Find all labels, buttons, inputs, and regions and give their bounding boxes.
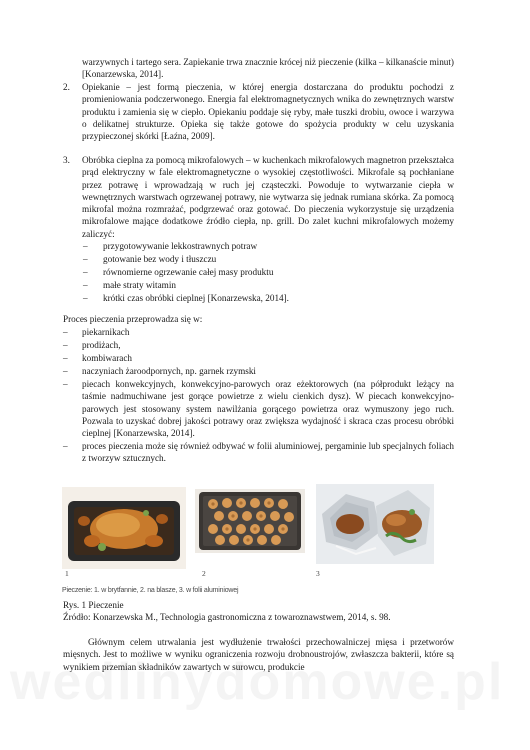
list-item: równomierne ogrzewanie całej masy produktu	[103, 267, 274, 277]
figure-label: Rys. 1 Pieczenie	[63, 600, 124, 610]
intro-continuation: warzywnych i tartego sera. Zapiekanie trwa znacznie krócej niż pieczenie (kilka – kilkanaście minut) [Konarzewska, 2014].	[82, 57, 454, 80]
photo-roasting-pan	[62, 487, 186, 569]
list-item: małe straty witamin	[103, 280, 176, 290]
dash-marker: –	[83, 280, 88, 290]
dash-marker: –	[63, 441, 68, 451]
watermark	[10, 652, 530, 712]
dash-marker: –	[63, 340, 68, 350]
image-number: 2	[202, 569, 206, 578]
dash-marker: –	[63, 327, 68, 337]
dash-marker: –	[83, 254, 88, 264]
list-item: gotowanie bez wody i tłuszczu	[103, 254, 217, 264]
dash-marker: –	[63, 366, 68, 376]
figure-inner-caption: Pieczenie: 1. w brytfannie, 2. na blasze, 3. w folii aluminiowej	[62, 587, 239, 594]
list-item: przygotowywanie lekkostrawnych potraw	[103, 241, 258, 251]
dash-marker: –	[63, 353, 68, 363]
list-item: krótki czas obróbki cieplnej [Konarzewska, 2014].	[103, 293, 289, 303]
list-item: proces pieczenia może się również odbywać w folii aluminiowej, pergaminie lub specjalnych foliach z tworzyw sztucznych.	[82, 441, 454, 464]
list-number: 3.	[63, 155, 70, 165]
list-item: kombiwarach	[82, 353, 133, 363]
process-intro: Proces pieczenia przeprowadza się w:	[63, 314, 203, 324]
dash-marker: –	[63, 379, 68, 389]
list-item: naczyniach żaroodpornych, np. garnek rzymski	[82, 366, 256, 376]
figure-source: Źródło: Konarzewska M., Technologia gastronomiczna z towaroznawstwem, 2014, s. 98.	[63, 612, 391, 622]
list-item-opiekanie: Opiekanie – jest formą pieczenia, w której energia dostarczana do produktu pochodzi z promieniowania podczerwonego. Energia fal elektromagnetycznych wnika do zewnętrznych warstw produktu i zamienia się w ciepło. Opiekaniu poddaje się ryby, małe tuszki drobiu, owoce i warzywa o delikatnej strukturze. Opieka się także gotowe do spożycia produkty w celu uzyskania przypieczonej skórki [Łaźna, 2009].	[82, 82, 454, 142]
list-item: piecach konwekcyjnych, konwekcyjno-parowych oraz eżektorowych (na półprodukt leżący na taśmie nadmuchiwane jest gorące powietrze z wielu cienkich dysz). W piecach konwekcyjno-parowych jest stosowany system nawilżania gorącego powietrza oraz wymuszony jego ruch. Pozwala to uzyskać dobrej jakości potrawy oraz zwiększa wydajność i skraca czas procesu obróbki cieplnej [Konarzewska, 2014].	[82, 379, 454, 439]
dash-marker: –	[83, 241, 88, 251]
list-number: 2.	[63, 82, 70, 92]
photo-baking-sheet	[195, 489, 305, 553]
dash-marker: –	[83, 267, 88, 277]
photo-aluminium-foil	[316, 484, 434, 564]
list-item: piekarnikach	[82, 327, 130, 337]
list-item-mikrofale: Obróbka cieplna za pomocą mikrofalowych – w kuchenkach mikrofalowych magnetron przekształca prąd elektryczny w fale elektromagnetyczne o wysokiej częstotliwości. Mikrofale są pochłaniane przez potrawę i wprowadzają w ruch jej cząsteczki. Powoduje to wytwarzanie ciepła w wewnętrznych warstwach ogrzewanej potrawy, nie wytwarza się jednak rumiana skórka. Za pomocą mikrofal można rozmrażać, podgrzewać oraz gotować. Do pieczenia wykorzystuje się urządzenia mikrofalowe mające dodatkowe źródło ciepła, np. grill. Do zalet kuchni mikrofalowych możemy zaliczyć:	[82, 155, 454, 239]
closing-paragraph: Głównym celem utrwalania jest wydłużenie trwałości przechowalniczej mięsa i przetworów mięsnych. Jest to możliwe w wyniku ograniczenia rozwoju drobnoustrojów, zwłaszcza bakterii, które są wynikiem przemian składników zawartych w surowcu, produkcie	[63, 637, 454, 672]
list-item: prodiżach,	[82, 340, 121, 350]
image-number: 1	[65, 569, 69, 578]
dash-marker: –	[83, 293, 88, 303]
image-number: 3	[316, 569, 320, 578]
